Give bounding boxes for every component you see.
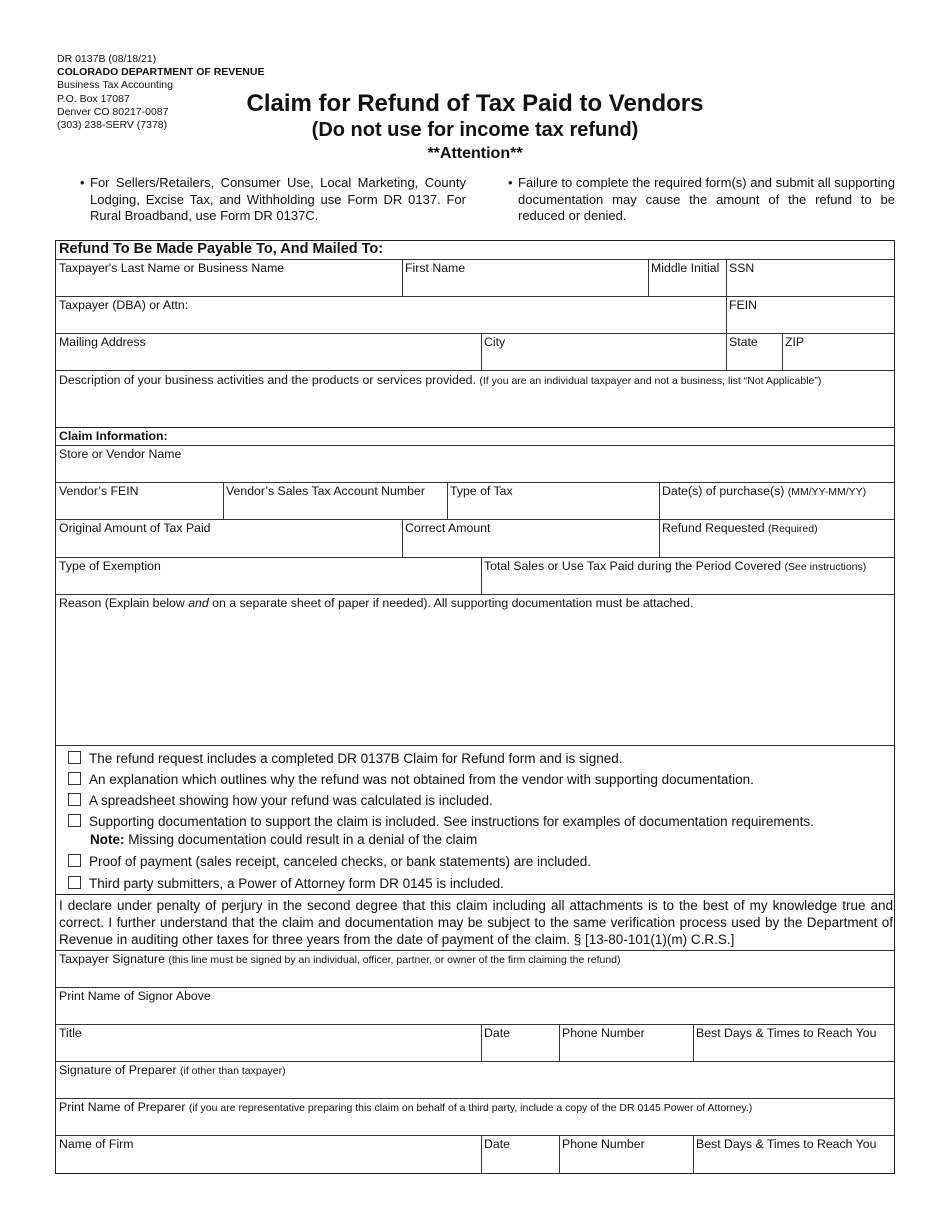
row-divider bbox=[56, 557, 894, 558]
po-box: P.O. Box 17087 bbox=[57, 92, 130, 105]
checklist-text: The refund request includes a completed DR 0137B Claim for Refund form and is signed. bbox=[89, 751, 623, 766]
col-divider bbox=[402, 519, 403, 557]
row-divider bbox=[56, 1098, 894, 1099]
exemption-type-field[interactable]: Type of Exemption bbox=[59, 559, 161, 573]
checklist-item[interactable] bbox=[68, 771, 754, 788]
preparer-name-note: (if you are representative preparing this claim on behalf of a third party, include a copy of the DR 0145 Power of Attorney.) bbox=[188, 1102, 753, 1114]
col-divider bbox=[782, 333, 783, 370]
col-divider bbox=[726, 259, 727, 370]
form-number: DR 0137B (08/18/21) bbox=[57, 53, 157, 65]
checklist-text: Supporting documentation to support the claim is included. See instructions for examples of documentation requirements. bbox=[89, 814, 814, 829]
col-divider bbox=[559, 1135, 560, 1173]
vendor-fein-field[interactable]: Vendor’s FEIN bbox=[59, 484, 139, 498]
checkbox[interactable] bbox=[68, 751, 81, 764]
taxpayer-signature-note: (this line must be signed by an individual, officer, partner, or owner of the firm claiming the refund) bbox=[168, 954, 621, 966]
first-name-field[interactable]: First Name bbox=[405, 261, 466, 275]
description-label: Description of your business activities and the products or services provided. bbox=[59, 373, 476, 387]
state-field[interactable]: State bbox=[729, 335, 758, 349]
refund-form bbox=[55, 240, 895, 1174]
zip-field[interactable]: ZIP bbox=[785, 335, 805, 349]
checklist-item[interactable] bbox=[68, 853, 591, 870]
checkbox[interactable] bbox=[68, 876, 81, 889]
perjury-declaration: I declare under penalty of perjury in the second degree that this claim including all attachments is to the best of my knowledge true and correct. I further understand that the claim and documentation may be subject to the same verification process used by the Department of Revenue in auditing other taxes for three years from the date of payment of the claim. § [13-80-101(1)(m) C.R.S.] bbox=[59, 898, 893, 947]
checklist-text: A spreadsheet showing how your refund was calculated is included. bbox=[89, 793, 493, 808]
city-field[interactable]: City bbox=[484, 335, 506, 349]
total-sales-label: Total Sales or Use Tax Paid during the Period Covered bbox=[484, 559, 782, 573]
documentation-note bbox=[90, 832, 477, 847]
preparer-date-field[interactable]: Date bbox=[484, 1137, 510, 1151]
checklist-item[interactable] bbox=[68, 792, 493, 809]
preparer-signature-field[interactable] bbox=[59, 1063, 286, 1078]
page-title: Claim for Refund of Tax Paid to Vendors bbox=[246, 90, 704, 117]
row-divider bbox=[56, 594, 894, 595]
col-divider bbox=[481, 557, 482, 594]
mailing-address-field[interactable]: Mailing Address bbox=[59, 335, 146, 349]
row-divider bbox=[56, 296, 894, 297]
col-divider bbox=[559, 1024, 560, 1061]
phone-field[interactable]: Phone Number bbox=[562, 1026, 645, 1040]
bullet-warning bbox=[508, 175, 895, 225]
reason-label-b: on a separate sheet of paper if needed). All supporting documentation must be attached. bbox=[212, 596, 694, 610]
office-name: Business Tax Accounting bbox=[57, 79, 173, 92]
firm-name-field[interactable]: Name of Firm bbox=[59, 1137, 134, 1151]
checklist-item[interactable] bbox=[68, 750, 623, 767]
row-divider bbox=[56, 259, 894, 260]
refund-requested-label: Refund Requested bbox=[662, 521, 765, 535]
purchase-dates-label: Date(s) of purchase(s) bbox=[662, 484, 785, 498]
bullet-text: For Sellers/Retailers, Consumer Use, Local Marketing, County Lodging, Excise Tax, and Withholding use Form DR 0137. For Rural Broadband, use Form DR 0137C. bbox=[90, 175, 466, 223]
note-text: Missing documentation could result in a denial of the claim bbox=[128, 832, 478, 847]
reason-field[interactable] bbox=[59, 596, 693, 610]
bullet-dot: • bbox=[80, 175, 85, 190]
total-sales-field[interactable] bbox=[484, 559, 866, 574]
checklist-item[interactable] bbox=[68, 875, 504, 892]
note-label: Note: bbox=[90, 832, 125, 847]
col-divider bbox=[481, 333, 482, 370]
col-divider bbox=[223, 482, 224, 519]
row-divider bbox=[56, 1061, 894, 1062]
department-name: COLORADO DEPARTMENT OF REVENUE bbox=[57, 66, 265, 79]
refund-requested-note: (Required) bbox=[767, 523, 818, 535]
row-divider bbox=[56, 745, 894, 746]
row-divider bbox=[56, 1024, 894, 1025]
col-divider bbox=[481, 1135, 482, 1173]
col-divider bbox=[447, 482, 448, 519]
ssn-field[interactable]: SSN bbox=[729, 261, 755, 275]
checklist-text: Proof of payment (sales receipt, canceled checks, or bank statements) are included. bbox=[89, 854, 592, 869]
row-divider bbox=[56, 482, 894, 483]
col-divider bbox=[402, 259, 403, 296]
correct-amount-field[interactable]: Correct Amount bbox=[405, 521, 491, 535]
col-divider bbox=[481, 1024, 482, 1061]
preparer-phone-field[interactable]: Phone Number bbox=[562, 1137, 645, 1151]
checklist-item[interactable] bbox=[68, 813, 814, 830]
store-vendor-field[interactable]: Store or Vendor Name bbox=[59, 447, 182, 461]
last-name-field[interactable]: Taxpayer's Last Name or Business Name bbox=[59, 261, 285, 275]
tax-type-field[interactable]: Type of Tax bbox=[450, 484, 513, 498]
date-field[interactable]: Date bbox=[484, 1026, 510, 1040]
dba-field[interactable]: Taxpayer (DBA) or Attn: bbox=[59, 298, 189, 312]
attention-heading: **Attention** bbox=[427, 145, 523, 162]
payable-heading: Refund To Be Made Payable To, And Mailed To: bbox=[59, 241, 384, 257]
preparer-best-times-field[interactable]: Best Days & Times to Reach You bbox=[696, 1137, 877, 1151]
city-state-zip: Denver CO 80217-0087 bbox=[57, 105, 169, 118]
row-divider bbox=[56, 950, 894, 951]
row-divider bbox=[56, 370, 894, 371]
vendor-account-field[interactable]: Vendor’s Sales Tax Account Number bbox=[226, 484, 425, 498]
row-divider bbox=[56, 445, 894, 446]
col-divider bbox=[648, 259, 649, 296]
purchase-dates-format: (MM/YY-MM/YY) bbox=[787, 486, 867, 498]
row-divider bbox=[56, 894, 894, 895]
col-divider bbox=[659, 482, 660, 557]
description-field[interactable] bbox=[59, 373, 821, 388]
taxpayer-signature-field[interactable] bbox=[59, 952, 621, 967]
col-divider bbox=[693, 1024, 694, 1061]
checkbox[interactable] bbox=[68, 772, 81, 785]
row-divider bbox=[56, 333, 894, 334]
preparer-signature-label: Signature of Preparer bbox=[59, 1063, 177, 1077]
row-divider bbox=[56, 1135, 894, 1136]
purchase-dates-field[interactable] bbox=[662, 484, 866, 499]
description-note: (If you are an individual taxpayer and not a business, list “Not Applicable”) bbox=[479, 375, 822, 387]
phone-number: (303) 238-SERV (7378) bbox=[57, 119, 168, 132]
col-divider bbox=[693, 1135, 694, 1173]
preparer-name-label: Print Name of Preparer bbox=[59, 1100, 186, 1114]
total-sales-note: (See instructions) bbox=[784, 561, 867, 573]
row-divider bbox=[56, 427, 894, 428]
best-times-field[interactable]: Best Days & Times to Reach You bbox=[696, 1026, 877, 1040]
preparer-name-field[interactable] bbox=[59, 1100, 752, 1115]
bullet-dot: • bbox=[508, 175, 513, 190]
taxpayer-signature-label: Taxpayer Signature bbox=[59, 952, 165, 966]
row-divider bbox=[56, 987, 894, 988]
reason-label-and: and bbox=[188, 596, 209, 610]
signor-name-field[interactable]: Print Name of Signor Above bbox=[59, 989, 211, 1003]
row-divider bbox=[56, 519, 894, 520]
bullet-text: Failure to complete the required form(s) and submit all supporting documentation may cause the amount of the refund to be reduced or denied. bbox=[518, 175, 895, 223]
checkbox[interactable] bbox=[68, 814, 81, 827]
checkbox[interactable] bbox=[68, 793, 81, 806]
reason-label-a: Reason (Explain below bbox=[59, 596, 185, 610]
middle-initial-field[interactable]: Middle Initial bbox=[651, 261, 720, 275]
page-subtitle: (Do not use for income tax refund) bbox=[311, 119, 639, 141]
original-amount-field[interactable]: Original Amount of Tax Paid bbox=[59, 521, 211, 535]
checklist-text: An explanation which outlines why the refund was not obtained from the vendor with supporting documentation. bbox=[89, 772, 754, 787]
title-field[interactable]: Title bbox=[59, 1026, 82, 1040]
checklist-text: Third party submitters, a Power of Attorney form DR 0145 is included. bbox=[89, 876, 504, 891]
refund-requested-field[interactable] bbox=[662, 521, 818, 536]
checkbox[interactable] bbox=[68, 854, 81, 867]
bullet-forms bbox=[80, 175, 466, 225]
claim-heading: Claim Information: bbox=[59, 429, 168, 443]
fein-field[interactable]: FEIN bbox=[729, 298, 758, 312]
preparer-signature-note: (if other than taxpayer) bbox=[180, 1065, 286, 1077]
